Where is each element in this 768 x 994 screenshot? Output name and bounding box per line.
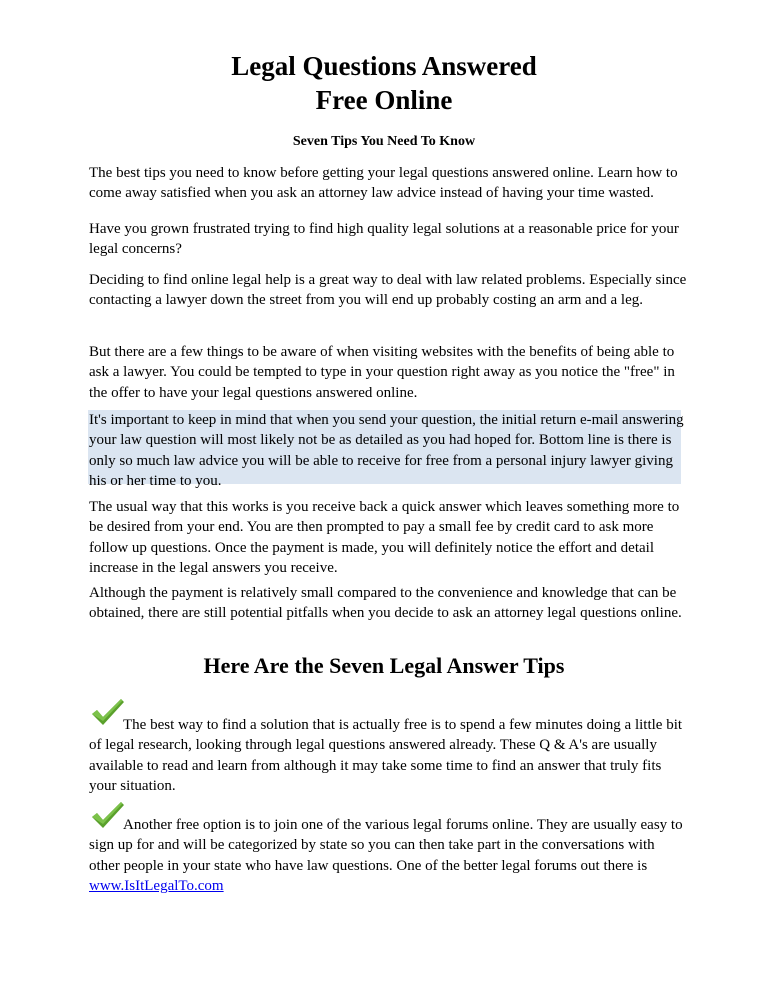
tip-2 bbox=[89, 815, 689, 897]
document-title-line-2: Free Online bbox=[315, 85, 453, 115]
paragraph-important: It's important to keep in mind that when you send your question, the initial return e-mail answering your law question will most likely not be as detailed as you had hoped for. Bottom line is there is only so much law advice you will be able to receive for free from a personal injury lawyer giving his or her time to you. bbox=[89, 412, 684, 490]
tip-1-text: The best way to find a solution that is actually free is to spend a few minutes doing a little bit of legal research, looking through legal questions answered already. These Q & A's are usually available to read and learn from although it may take some time to find an answer that truly fits your situation. bbox=[89, 717, 683, 795]
highlighted-paragraph-box bbox=[88, 410, 684, 490]
tip-1 bbox=[89, 715, 689, 797]
section-heading-tips: Here Are the Seven Legal Answer Tips bbox=[203, 653, 565, 678]
paragraph-frustrated: Have you grown frustrated trying to find high quality legal solutions at a reasonable price for your legal concerns? bbox=[89, 221, 679, 258]
paragraph-intro: The best tips you need to know before getting your legal questions answered online. Learn how to come away satisfied when you ask an attorney law advice instead of having your time wasted. bbox=[89, 165, 678, 202]
forum-link[interactable]: www.IsItLegalTo.com bbox=[89, 878, 224, 895]
document-title-line-1: Legal Questions Answered bbox=[231, 51, 537, 81]
paragraph-payment: Although the payment is relatively small compared to the convenience and knowledge that can be obtained, there are still potential pitfalls when you decide to ask an attorney legal questions online. bbox=[89, 585, 682, 622]
paragraph-aware: But there are a few things to be aware of when visiting websites with the benefits of being able to ask a lawyer. You could be tempted to type in your question right away as you notice the "free" in the offer to have your legal questions answered online. bbox=[89, 344, 675, 401]
document-subtitle: Seven Tips You Need To Know bbox=[292, 134, 476, 149]
paragraph-usual-way: The usual way that this works is you receive back a quick answer which leaves something more to be desired from your end. You are then prompted to pay a small fee by credit card to ask more follow up questions. Once the payment is made, you will definitely notice the effort and detail increase in the legal answers you receive. bbox=[89, 499, 680, 577]
tip-2-text: Another free option is to join one of the various legal forums online. They are usually easy to sign up for and will be categorized by state so you can then take part in the conversations with other people in your state who have law questions. One of the better legal forums out there is bbox=[89, 817, 683, 874]
paragraph-deciding: Deciding to find online legal help is a great way to deal with law related problems. Especially since contacting a lawyer down the street from you will end up probably costing an arm and a leg. bbox=[89, 272, 687, 309]
